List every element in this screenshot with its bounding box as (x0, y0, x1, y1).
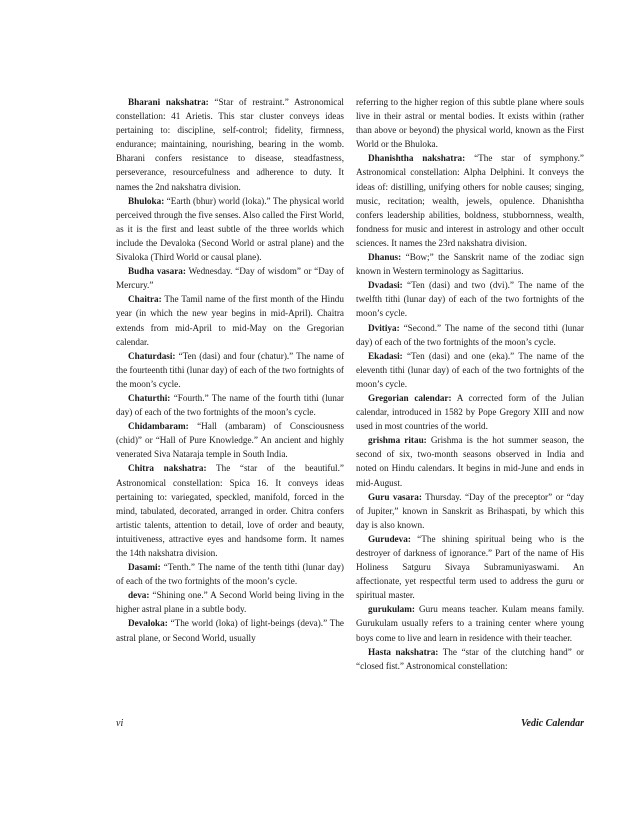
entry-definition: Wednesday. “Day of wisdom” or “Day of Mercury.” (116, 266, 345, 291)
entry-definition: “The star of symphony.” Astronomical constellation: Alpha Delphini. It conveys the ideas of: distilling, unifying others for noble causes; singing, music, recitation; wealth, jewels, opulence. Dhanishtha confers leadership abilities, boldness, stubbornness, wealth, fondness for music and interest in astrology and other occult sciences. It names the 23rd nakshatra division. (356, 153, 584, 248)
entry-definition: “Bow;” the Sanskrit name of the zodiac sign known in Western terminology as Sagittarius. (356, 252, 584, 277)
entry-term: Bharani nakshatra: (128, 97, 209, 107)
entry-definition: “Earth (bhur) world (loka).” The physical world perceived through the five senses. Also called the First World, as it is the first and least subtle of the three worlds which include the Devaloka (Second World or astral plane) and the Sivaloka (Third World or causal plane). (116, 195, 344, 263)
entry-term: Bhuloka: (128, 195, 165, 206)
glossary-entry (116, 616, 344, 644)
entry-term: grishma ritau: (368, 435, 427, 446)
glossary-entry (116, 264, 344, 292)
glossary-entry (356, 321, 584, 349)
entry-term: Chaitra: (128, 294, 162, 305)
entry-definition: “Hall (ambaram) of Consciousness (chid)” or “Hall of Pure Knowledge.” An ancient and highly venerated Siva Nataraja temple in South India. (116, 421, 344, 460)
running-title: Vedic Calendar (520, 718, 584, 729)
entry-definition: The “star of the clutching hand” or “closed fist.” Astronomical constellation: (356, 646, 584, 671)
glossary-entry (356, 250, 584, 278)
glossary-entry (356, 490, 584, 532)
glossary-entry (356, 602, 584, 644)
entry-term: Hasta nakshatra: (368, 646, 439, 657)
glossary-entry (356, 433, 584, 489)
entry-definition: “Star of restraint.” Astronomical constellation: 41 Arietis. This star cluster conveys ideas pertaining to: discipline, self-control; fidelity, firmness, endurance; maintaining, nourishing, bearing in the womb. Bharani confers resistance to disease, steadfastness, perseverance, resourcefulness and adherence to duty. It names the 2nd nakshatra division. (116, 97, 344, 192)
entry-term: Dasami: (128, 562, 161, 573)
entry-definition: Thursday. “Day of the preceptor” or “day of Jupiter,” known in Sanskrit as Brihaspati, by which this day is also known. (356, 491, 584, 530)
entry-term: Dhanishtha nakshatra: (368, 153, 466, 164)
entry-definition: “Fourth.” The name of the fourth tithi (lunar day) of each of the two fortnights of the moon’s cycle. (116, 392, 344, 418)
entry-definition: “Ten (dasi) and four (chatur).” The name of the fourteenth tithi (lunar day) of each of the two fortnights of the moon’s cycle. (116, 350, 344, 389)
glossary-entry (116, 391, 344, 419)
entry-definition: “Second.” The name of the second tithi (lunar day) of each of the two fortnights of the moon’s cycle. (356, 322, 584, 347)
entry-definition: referring to the higher region of this subtle plane where souls live in their astral or mental bodies. It exists within (rather than above or beyond) the physical world, known as the First World or the Bhuloka. (356, 97, 584, 150)
entry-term: Dvadasi: (368, 280, 403, 291)
entry-term: Chaturthi: (128, 392, 171, 403)
entry-definition: Guru means teacher. Kulam means family. Gurukulam usually refers to a training center where young boys come to live and learn in residence with their teacher. (356, 604, 584, 643)
glossary-entry (116, 461, 344, 560)
entry-definition: Grishma is the hot summer season, the second of six, two-month seasons observed in India and noted on Hindu calendars. It begins in mid-June and ends in mid-August. (356, 435, 584, 488)
glossary-entry (356, 532, 584, 602)
entry-term: Dvitiya: (368, 322, 400, 333)
entry-term: Chitra nakshatra: (128, 463, 207, 474)
glossary-entry (356, 645, 584, 673)
glossary-entry (116, 588, 344, 616)
entry-definition: “Ten (dasi) and one (eka).” The name of the eleventh tithi (lunar day) of each of the two fortnights of the moon’s cycle. (356, 350, 584, 389)
entry-term: Gregorian calendar: (368, 392, 452, 403)
entry-definition: “Tenth.” The name of the tenth tithi (lunar day) of each of the two fortnights of the moon’s cycle. (116, 562, 344, 587)
entry-term: Chaturdasi: (128, 350, 176, 361)
entry-definition: “Ten (dasi) and two (dvi).” The name of the twelfth tithi (lunar day) of each of the two fortnights of the moon’s cycle. (356, 280, 584, 319)
glossary-entry (356, 391, 584, 433)
entry-term: Budha vasara: (128, 266, 186, 277)
entry-term: gurukulam: (368, 604, 415, 615)
entry-term: Guru vasara: (368, 491, 422, 502)
right-column (356, 95, 584, 673)
glossary-entry (116, 349, 344, 391)
glossary-entry (116, 560, 344, 588)
page-number: vi (116, 718, 124, 729)
entry-definition: “The shining spiritual being who is the destroyer of darkness of ignorance.” Part of the name of His Holiness Satguru Sivaya Subramuniyaswami. An affectionate, yet respectful term used to address the guru or spiritual master. (356, 533, 584, 601)
entry-term: Chidambaram: (128, 421, 189, 432)
left-column (116, 95, 344, 645)
glossary-entry (356, 349, 584, 391)
glossary-entry (116, 419, 344, 461)
glossary-entry (356, 151, 584, 250)
glossary-entry (116, 95, 344, 194)
glossary-entry (356, 278, 584, 320)
glossary-entry (116, 194, 344, 264)
entry-definition: The “star of the beautiful.” Astronomical constellation: Spica 16. It conveys ideas pertaining to: variegated, speckled, manifold, forced in the mind, tabulated, decorated, arranged in order. Chitra confers artistic talents, attention to detail, love of order and beauty, intuitiveness, attractive eyes and handsome form. It names the 14th nakshatra division. (116, 463, 344, 558)
entry-term: deva: (128, 590, 150, 601)
glossary-entry-continuation (356, 95, 584, 151)
entry-definition: A corrected form of the Julian calendar, introduced in 1582 by Pope Gregory XIII and now used in most countries of the world. (356, 392, 584, 432)
entry-definition: “Shining one.” A Second World being living in the higher astral plane in a subtle body. (116, 590, 344, 615)
entry-term: Dhanus: (368, 252, 402, 263)
entry-term: Gurudeva: (368, 533, 411, 544)
entry-term: Devaloka: (128, 618, 168, 629)
entry-definition: The Tamil name of the first month of the Hindu year (in which the new year begins in mid-April). Chaitra extends from mid-April to mid-May on the Gregorian calendar. (116, 294, 344, 347)
entry-definition: “The world (loka) of light-beings (deva).” The astral plane, or Second World, usually (116, 618, 344, 643)
glossary-entry (116, 292, 344, 348)
entry-term: Ekadasi: (368, 350, 403, 361)
